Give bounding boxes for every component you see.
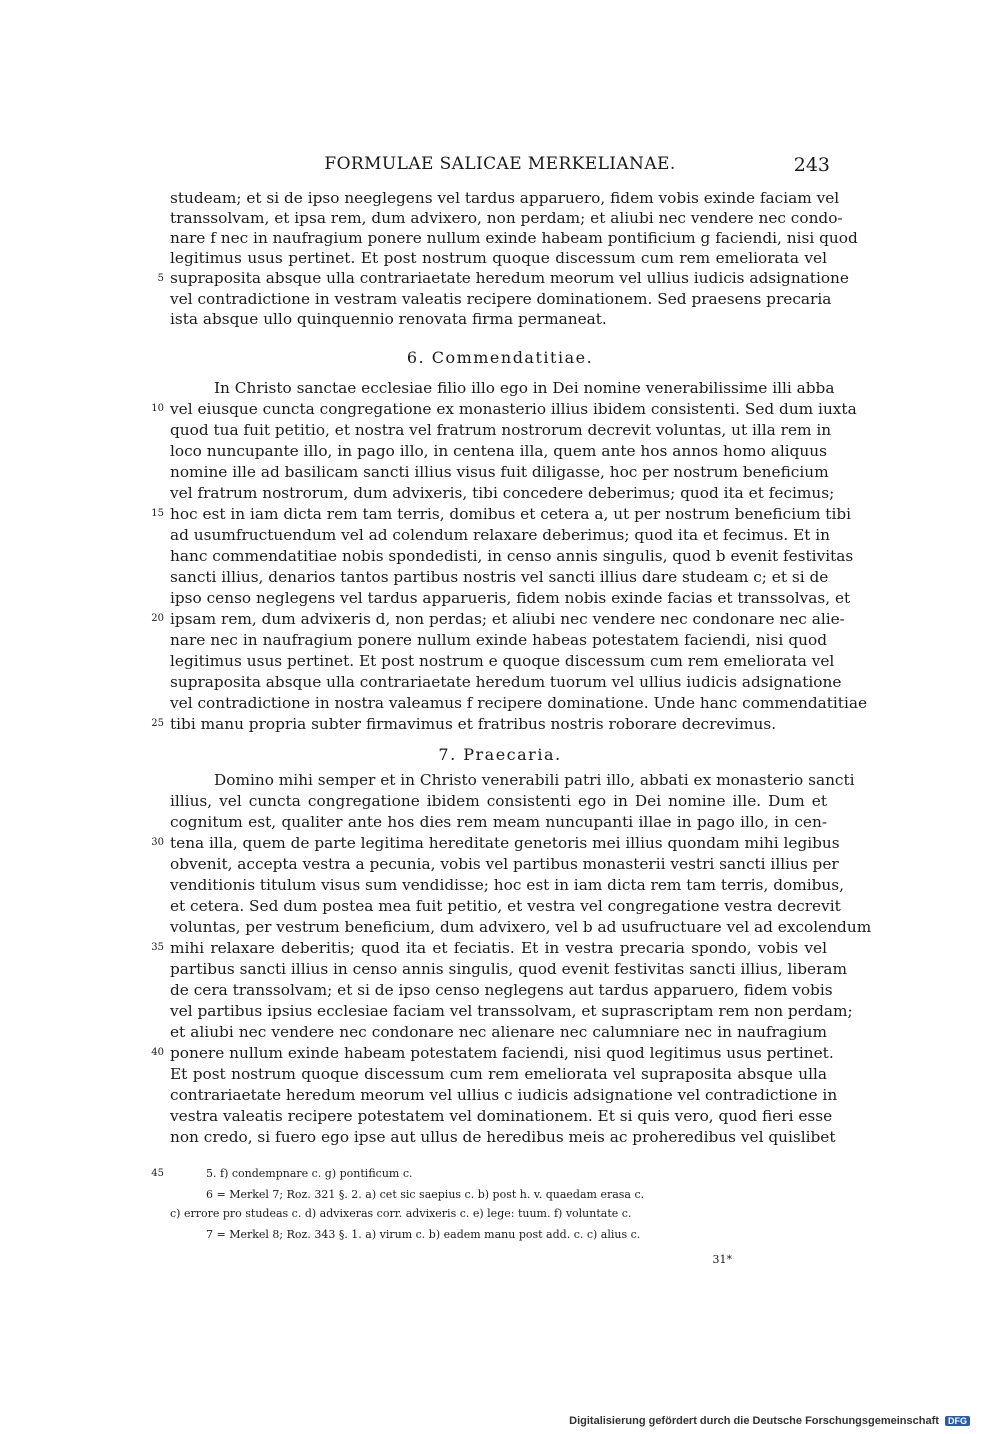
text-line: obvenit, accepta vestra a pecunia, vobis vel partibus monasterii vestri sancti illius per — [170, 855, 839, 873]
text-line: Domino mihi semper et in Christo venerabili patri illo, abbati ex monasterio sancti — [214, 771, 855, 789]
line-number: 45 — [151, 1168, 164, 1179]
text-line: quod tua fuit petitio, et nostra vel fratrum nostrorum decrevit voluntas, ut illa rem in — [170, 421, 832, 439]
text-line: nare f nec in naufragium ponere nullum exinde habeam pontificium g faciendi, nisi quod — [170, 229, 858, 247]
text-line: tena illa, quem de parte legitima hereditate genetoris mei illius quondam mihi legibus — [170, 834, 840, 852]
signature-mark: 31* — [712, 1253, 732, 1266]
text-line: ista absque ullo quinquennio renovata firma permaneat. — [170, 310, 607, 328]
text-line: loco nuncupante illo, in pago illo, in centena illa, quem ante hos annos homo aliquus — [170, 442, 827, 460]
text-line: et aliubi nec vendere nec condonare nec alienare nec calumniare nec in naufragium — [170, 1023, 827, 1041]
text-line: ponere nullum exinde habeam potestatem faciendi, nisi quod legitimus usus pertinet. — [170, 1044, 834, 1062]
line-number: 20 — [151, 613, 164, 624]
line-number: 15 — [151, 508, 164, 519]
text-line: studeam; et si de ipso neeglegens vel tardus apparuero, fidem vobis exinde faciam vel — [170, 189, 840, 207]
text-line: nomine ille ad basilicam sancti illius visus fuit diligasse, hoc per nostrum beneficium — [170, 463, 829, 481]
line-number: 40 — [151, 1047, 164, 1058]
text-line: et cetera. Sed dum postea mea fuit petitio, et vestra vel congregatione vestra decrevit — [170, 897, 841, 915]
text-line: voluntas, per vestrum beneficium, dum advixero, vel b ad usufructuare vel ad excolendum — [170, 918, 872, 936]
text-line: cognitum est, qualiter ante hos dies rem meam nuncupanti illae in pago illo, in cen- — [170, 813, 827, 831]
text-line: mihi relaxare deberitis; quod ita et feciatis. Et in vestra precaria spondo, vobis vel — [170, 939, 827, 957]
text-line: vel eiusque cuncta congregatione ex monasterio illius ibidem consistenti. Sed dum iuxta — [170, 400, 857, 418]
text-line: tibi manu propria subter firmavimus et fratribus nostris roborare decrevimus. — [170, 715, 777, 733]
line-number: 5 — [157, 273, 164, 284]
text-line: hanc commendatitiae nobis spondedisti, in censo annis singulis, quod b evenit festivitas — [170, 547, 854, 565]
text-line: partibus sancti illius in censo annis singulis, quod evenit festivitas sancti illius, liberam — [170, 960, 848, 978]
text-line: venditionis titulum visus sum vendidisse; hoc est in iam dicta rem tam terris, domibus, — [170, 876, 844, 894]
dfg-logo-icon: DFG — [945, 1416, 970, 1426]
text-line: In Christo sanctae ecclesiae filio illo ego in Dei nomine venerabilissime illi abba — [214, 379, 835, 397]
text-line: contrariaetate heredum meorum vel ullius c iudicis adsignatione vel contradictione in — [170, 1086, 838, 1104]
text-line: hoc est in iam dicta rem tam terris, domibus et cetera a, ut per nostrum beneficium tibi — [170, 505, 852, 523]
section-heading: 6. Commendatitiae. — [406, 348, 594, 367]
text-line: nare nec in naufragium ponere nullum exinde habeas potestatem faciendi, nisi quod — [170, 631, 827, 649]
line-number: 30 — [151, 837, 164, 848]
text-line: vel fratrum nostrorum, dum advixeris, tibi concedere deberimus; quod ita et fecimus; — [170, 484, 835, 502]
digitization-credit — [569, 1415, 970, 1427]
section-heading: 7. Praecaria. — [438, 745, 562, 764]
text-line: supraposita absque ulla contrariaetate heredum tuorum vel ullius iudicis adsignatione — [170, 673, 842, 691]
text-line: sancti illius, denarios tantos partibus nostris vel sancti illius dare studeam c; et si de — [170, 568, 829, 586]
page-header — [170, 154, 830, 180]
text-line: vel contradictione in nostra valeamus f recipere dominatione. Unde hanc commendatitiae — [170, 694, 868, 712]
footnote: 6 = Merkel 7; Roz. 321 §. 2. a) cet sic saepius c. b) post h. v. quaedam erasa c. — [206, 1188, 645, 1201]
line-number: 10 — [151, 403, 164, 414]
text-line: illius, vel cuncta congregatione ibidem consistenti ego in Dei nomine ille. Dum et — [170, 792, 827, 810]
text-line: Et post nostrum quoque discessum cum rem emeliorata vel supraposita absque ulla — [170, 1065, 827, 1083]
footnote: c) errore pro studeas c. d) advixeras corr. advixeris c. e) lege: tuum. f) voluntate c. — [170, 1207, 632, 1220]
text-line: ipsam rem, dum advixeris d, non perdas; et aliubi nec vendere nec condonare nec alie- — [170, 610, 845, 628]
page-number: 243 — [793, 154, 830, 176]
text-line: vel partibus ipsius ecclesiae faciam vel transsolvam, et suprascriptam rem non perdam; — [170, 1002, 853, 1020]
text-line: legitimus usus pertinet. Et post nostrum e quoque discessum cum rem emeliorata vel — [170, 652, 835, 670]
credit-text: Digitalisierung gefördert durch die Deutsche Forschungsgemeinschaft — [569, 1415, 939, 1427]
text-line: legitimus usus pertinet. Et post nostrum quoque discessum cum rem emeliorata vel — [170, 249, 827, 267]
footnote: 5. f) condempnare c. g) pontificum c. — [206, 1167, 413, 1180]
text-line: transsolvam, et ipsa rem, dum advixero, non perdam; et aliubi nec vendere nec condo- — [170, 209, 843, 227]
running-title: FORMULAE SALICAE MERKELIANAE. — [324, 154, 676, 174]
line-number: 35 — [151, 942, 164, 953]
text-line: de cera transsolvam; et si de ipso censo neglegens aut tardus apparuero, fidem vobis — [170, 981, 833, 999]
text-line: ad usumfructuendum vel ad colendum relaxare deberimus; quod ita et fecimus. Et in — [170, 526, 831, 544]
line-number: 25 — [151, 718, 164, 729]
footnote: 7 = Merkel 8; Roz. 343 §. 1. a) virum c. b) eadem manu post add. c. c) alius c. — [206, 1228, 641, 1241]
text-line: ipso censo neglegens vel tardus apparueris, fidem nobis exinde facias et transsolvas, et — [170, 589, 851, 607]
text-line: vel contradictione in vestram valeatis recipere dominationem. Sed praesens precaria — [170, 290, 832, 308]
text-line: non credo, si fuero ego ipse aut ullus de heredibus meis ac proheredibus vel quislibet — [170, 1128, 836, 1146]
text-line: vestra valeatis recipere potestatem vel dominationem. Et si quis vero, quod fieri esse — [170, 1107, 833, 1125]
text-line: supraposita absque ulla contrariaetate heredum meorum vel ullius iudicis adsignatione — [170, 269, 849, 287]
